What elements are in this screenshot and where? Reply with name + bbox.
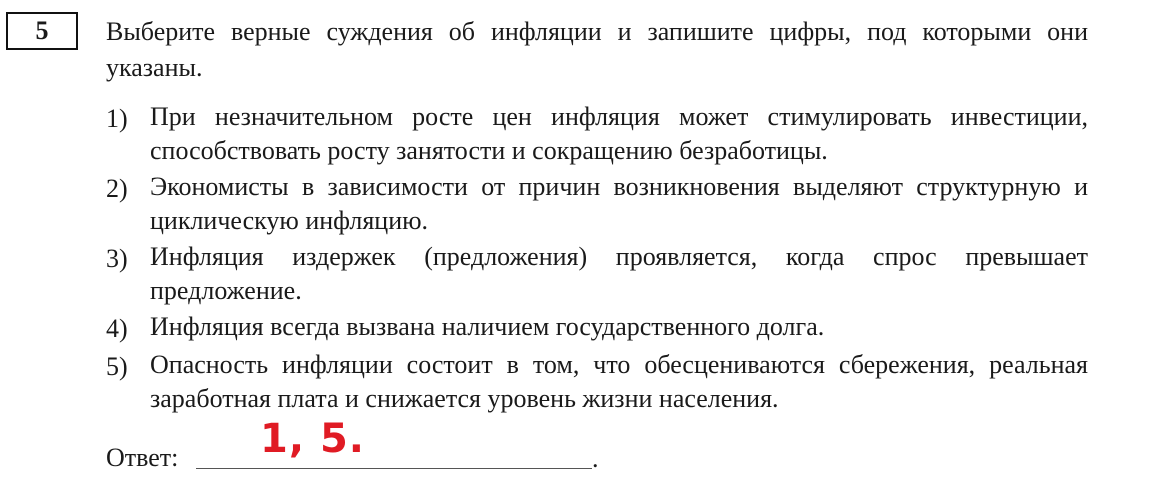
option-item-5 xyxy=(106,348,1088,416)
answer-end-dot: . xyxy=(592,444,599,473)
task-prompt: Выберите верные суждения об инфляции и запишите цифры, под которыми они указаны. xyxy=(106,17,1088,82)
option-text: Инфляция издержек (предложения) проявляется, когда спрос превышает предложение. xyxy=(150,242,1088,305)
option-item-3 xyxy=(106,240,1088,308)
option-text: Инфляция всегда вызвана наличием государственного долга. xyxy=(150,312,825,341)
option-text: Опасность инфляции состоит в том, что обесцениваются сбережения, реальная заработная плата и снижается уровень жизни населения. xyxy=(150,350,1088,413)
option-number: 1) xyxy=(106,104,128,133)
option-text: Экономисты в зависимости от причин возникновения выделяют структурную и циклическую инфляцию. xyxy=(150,172,1088,235)
option-number: 2) xyxy=(106,174,128,203)
option-item-2 xyxy=(106,170,1088,238)
options-list xyxy=(106,100,1088,418)
option-item-4 xyxy=(106,310,1088,346)
answer-label: Ответ: xyxy=(106,443,179,472)
task-number: 5 xyxy=(35,16,49,45)
answer-handwritten-value: 1, 5. xyxy=(260,416,365,462)
task-number-box xyxy=(6,12,78,50)
answer-field[interactable] xyxy=(196,468,592,469)
option-number: 4) xyxy=(106,314,128,343)
option-text: При незначительном росте цен инфляция может стимулировать инвестиции, способствовать росту занятости и сокращению безработицы. xyxy=(150,102,1088,165)
option-item-1 xyxy=(106,100,1088,168)
option-number: 5) xyxy=(106,352,128,381)
option-number: 3) xyxy=(106,244,128,273)
